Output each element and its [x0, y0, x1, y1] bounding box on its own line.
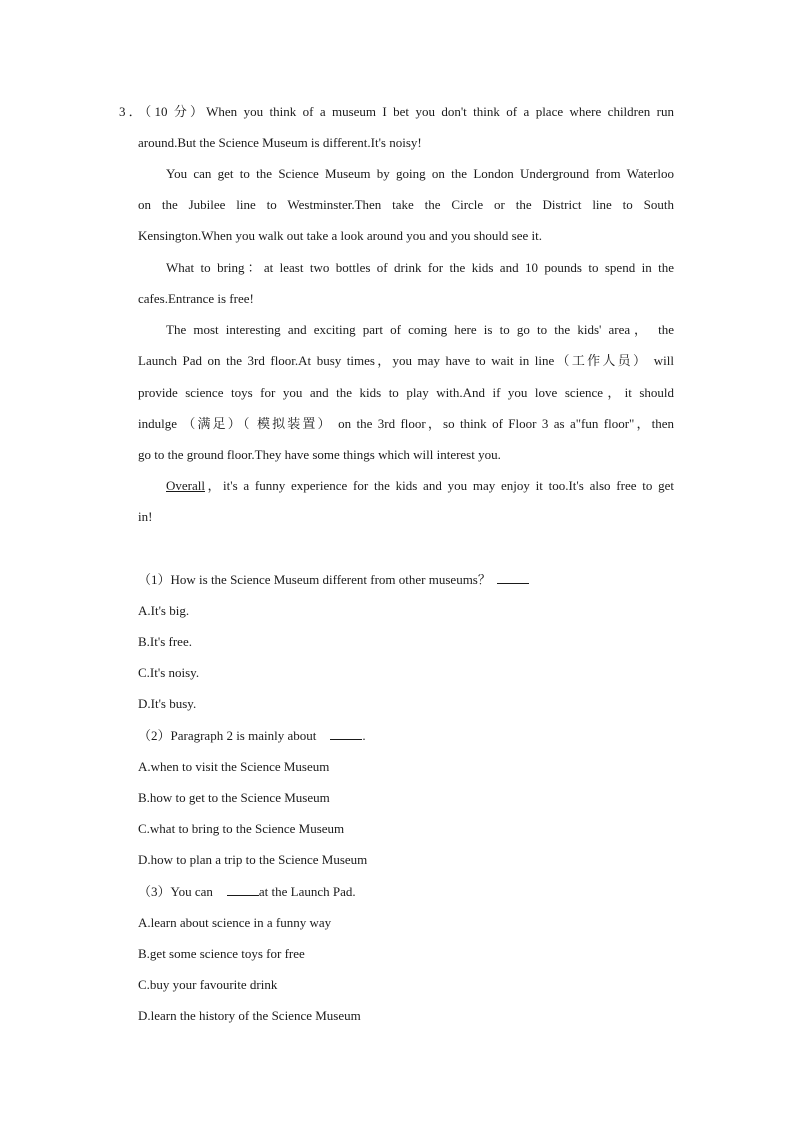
option-b[interactable]: B.get some science toys for free [138, 946, 305, 961]
option-d[interactable]: D.how to plan a trip to the Science Museum [138, 852, 368, 867]
passage-line: Launch Pad on the 3rd floor.At busy times，you may have to wait in line（工作人员） will [138, 353, 674, 368]
option-a[interactable]: A.learn about science in a funny way [138, 915, 332, 930]
sub-question-1 [138, 570, 674, 590]
answer-blank[interactable] [330, 727, 362, 740]
passage-line: in! [138, 509, 153, 524]
sub-question-2 [138, 726, 674, 746]
answer-blank[interactable] [227, 883, 259, 896]
passage-text: ，it's a funny experience for the kids and you may enjoy it too.It's also free to get [204, 478, 674, 493]
option-c[interactable]: C.what to bring to the Science Museum [138, 821, 345, 836]
question-stem: （3）You can [138, 884, 213, 899]
passage-line: The most interesting and exciting part of coming here is to go to the kids' area， the [166, 322, 674, 337]
option-c[interactable]: C.buy your favourite drink [138, 977, 278, 992]
question-stem-end: . [362, 728, 366, 743]
question-number: 3．（10 分） [119, 104, 207, 119]
question-stem: （2）Paragraph 2 is mainly about [138, 728, 317, 743]
passage-line: What to bring：at least two bottles of drink for the kids and 10 pounds to spend in the [166, 260, 674, 275]
question-stem: （1）How is the Science Museum different from other museums？ [138, 572, 491, 587]
passage-line: cafes.Entrance is free! [138, 291, 254, 306]
passage-line: on the Jubilee line to Westminster.Then take the Circle or the District line to South [138, 197, 674, 212]
option-b[interactable]: B.It's free. [138, 634, 192, 649]
passage-line [166, 476, 674, 496]
passage-line: around.But the Science Museum is different.It's noisy! [138, 135, 422, 150]
question-stem-end: at the Launch Pad. [258, 884, 356, 899]
passage-line: Kensington.When you walk out take a look around you and you should see it. [138, 228, 543, 243]
option-d[interactable]: D.learn the history of the Science Museum [138, 1008, 361, 1023]
passage-line: provide science toys for you and the kids to play with.And if you love science，it should [138, 385, 674, 400]
option-d[interactable]: D.It's busy. [138, 696, 197, 711]
option-a[interactable]: A.when to visit the Science Museum [138, 759, 330, 774]
answer-blank[interactable] [497, 571, 529, 584]
option-c[interactable]: C.It's noisy. [138, 665, 200, 680]
sub-question-3 [138, 882, 674, 902]
option-b[interactable]: B.how to get to the Science Museum [138, 790, 330, 805]
option-a[interactable]: A.It's big. [138, 603, 190, 618]
passage-text: When you think of a museum I bet you don't think of a place where children run [206, 104, 674, 119]
underlined-word: Overall [166, 478, 205, 493]
passage-line: go to the ground floor.They have some things which will interest you. [138, 447, 501, 462]
passage-line [119, 102, 674, 122]
passage-line: You can get to the Science Museum by going on the London Underground from Waterloo [166, 166, 674, 181]
passage-line: indulge （满足）（ 模拟装置） on the 3rd floor，so think of Floor 3 as a"fun floor"，then [138, 416, 674, 431]
